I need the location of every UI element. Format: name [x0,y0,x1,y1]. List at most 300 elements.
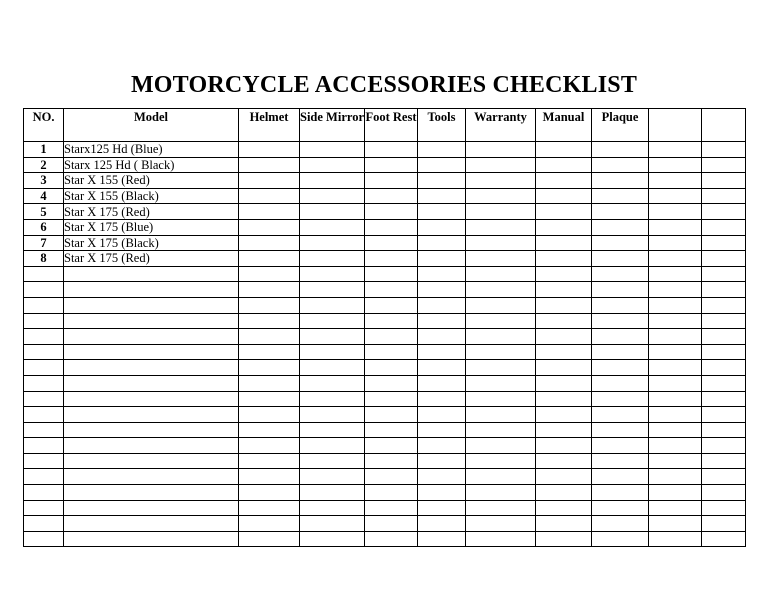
empty-cell [649,422,702,438]
empty-cell [64,297,239,313]
empty-cell [649,438,702,454]
empty-cell [300,344,365,360]
empty-cell [536,313,592,329]
check-cell [418,204,466,220]
empty-cell [536,360,592,376]
check-cell [466,204,536,220]
row-number: 1 [24,142,64,158]
check-cell [466,251,536,267]
check-cell [466,142,536,158]
check-cell [239,157,300,173]
empty-cell [64,422,239,438]
empty-cell [64,516,239,532]
model-cell: Star X 175 (Blue) [64,219,239,235]
empty-cell [536,469,592,485]
empty-cell [64,453,239,469]
empty-cell [300,485,365,501]
table-row [24,219,746,235]
empty-cell [239,329,300,345]
empty-cell [24,344,64,360]
empty-cell [466,344,536,360]
check-cell [300,157,365,173]
header-helmet: Helmet [239,109,300,142]
empty-cell [24,375,64,391]
empty-cell [702,485,746,501]
check-cell [418,157,466,173]
empty-cell [536,344,592,360]
empty-cell [702,453,746,469]
model-cell: Star X 155 (Black) [64,188,239,204]
check-cell [300,219,365,235]
empty-cell [649,531,702,547]
empty-cell [418,531,466,547]
empty-cell [418,407,466,423]
empty-cell [418,438,466,454]
table-body [24,142,746,547]
empty-cell [24,516,64,532]
empty-cell [649,516,702,532]
empty-cell [24,282,64,298]
empty-cell [365,282,418,298]
empty-cell [702,516,746,532]
empty-cell [702,282,746,298]
header-model: Model [64,109,239,142]
empty-cell [300,438,365,454]
empty-cell [418,282,466,298]
empty-cell [649,282,702,298]
empty-cell [300,469,365,485]
empty-cell [300,407,365,423]
check-cell [592,204,649,220]
empty-cell [365,375,418,391]
empty-row [24,375,746,391]
check-cell [466,235,536,251]
check-cell [649,235,702,251]
check-cell [418,251,466,267]
empty-cell [418,344,466,360]
empty-row [24,360,746,376]
check-cell [239,173,300,189]
empty-cell [649,266,702,282]
empty-cell [466,453,536,469]
empty-cell [466,407,536,423]
empty-row [24,438,746,454]
model-cell: Star X 175 (Red) [64,251,239,267]
empty-cell [592,469,649,485]
empty-cell [702,297,746,313]
empty-cell [64,469,239,485]
empty-cell [536,516,592,532]
empty-cell [702,407,746,423]
empty-cell [239,485,300,501]
empty-cell [466,485,536,501]
row-number: 5 [24,204,64,220]
empty-cell [592,422,649,438]
empty-cell [592,266,649,282]
check-cell [300,142,365,158]
empty-cell [536,375,592,391]
empty-cell [702,313,746,329]
empty-cell [300,375,365,391]
empty-cell [418,266,466,282]
empty-cell [418,500,466,516]
empty-cell [239,282,300,298]
empty-cell [592,407,649,423]
empty-cell [239,516,300,532]
check-cell [418,173,466,189]
row-number: 4 [24,188,64,204]
empty-cell [592,438,649,454]
table-row [24,157,746,173]
empty-cell [24,329,64,345]
empty-cell [64,266,239,282]
empty-cell [24,453,64,469]
empty-cell [300,266,365,282]
empty-cell [592,453,649,469]
empty-cell [536,329,592,345]
empty-cell [649,313,702,329]
check-cell [536,204,592,220]
check-cell [239,219,300,235]
empty-cell [702,531,746,547]
empty-cell [536,485,592,501]
empty-cell [536,500,592,516]
check-cell [702,173,746,189]
check-cell [239,251,300,267]
table-row [24,188,746,204]
empty-cell [592,485,649,501]
check-cell [649,204,702,220]
empty-cell [24,531,64,547]
empty-cell [365,453,418,469]
empty-cell [24,469,64,485]
check-cell [365,219,418,235]
check-cell [649,142,702,158]
empty-cell [592,375,649,391]
empty-cell [300,422,365,438]
empty-cell [239,297,300,313]
table-row [24,204,746,220]
empty-cell [64,531,239,547]
check-cell [536,157,592,173]
empty-cell [24,297,64,313]
header-blank [702,109,746,142]
empty-cell [300,453,365,469]
empty-row [24,282,746,298]
empty-cell [239,391,300,407]
check-cell [300,173,365,189]
check-cell [466,157,536,173]
empty-cell [365,469,418,485]
check-cell [702,188,746,204]
empty-cell [239,500,300,516]
empty-cell [365,344,418,360]
empty-cell [702,375,746,391]
empty-cell [24,500,64,516]
empty-cell [649,375,702,391]
check-cell [649,219,702,235]
check-cell [536,142,592,158]
empty-cell [418,391,466,407]
empty-cell [24,422,64,438]
model-cell: Star X 155 (Red) [64,173,239,189]
empty-cell [239,313,300,329]
empty-row [24,297,746,313]
empty-cell [239,407,300,423]
empty-cell [365,360,418,376]
empty-cell [64,313,239,329]
empty-cell [702,266,746,282]
empty-cell [418,375,466,391]
empty-cell [239,422,300,438]
check-cell [702,157,746,173]
empty-cell [466,391,536,407]
empty-cell [24,407,64,423]
empty-row [24,344,746,360]
empty-row [24,485,746,501]
row-number: 3 [24,173,64,189]
empty-cell [649,391,702,407]
header-warranty: Warranty [466,109,536,142]
empty-cell [24,313,64,329]
table-row [24,173,746,189]
check-cell [649,188,702,204]
check-cell [592,251,649,267]
empty-cell [365,391,418,407]
empty-cell [365,297,418,313]
empty-cell [365,422,418,438]
check-cell [702,142,746,158]
empty-cell [365,500,418,516]
empty-cell [536,266,592,282]
check-cell [649,251,702,267]
row-number: 8 [24,251,64,267]
empty-cell [64,360,239,376]
empty-cell [466,297,536,313]
empty-cell [702,422,746,438]
empty-cell [592,500,649,516]
check-cell [592,142,649,158]
empty-cell [64,344,239,360]
check-cell [239,235,300,251]
empty-cell [365,329,418,345]
check-cell [466,219,536,235]
empty-cell [536,438,592,454]
check-cell [536,188,592,204]
empty-cell [365,438,418,454]
empty-cell [466,500,536,516]
model-cell: Starx125 Hd (Blue) [64,142,239,158]
row-number: 6 [24,219,64,235]
check-cell [592,219,649,235]
empty-cell [24,266,64,282]
table-row [24,142,746,158]
empty-cell [64,407,239,423]
check-cell [592,173,649,189]
model-cell: Star X 175 (Black) [64,235,239,251]
check-cell [649,173,702,189]
empty-cell [64,485,239,501]
empty-cell [466,469,536,485]
check-cell [239,142,300,158]
empty-cell [300,329,365,345]
check-cell [649,157,702,173]
empty-cell [300,297,365,313]
check-cell [300,235,365,251]
header-tools: Tools [418,109,466,142]
check-cell [365,188,418,204]
empty-cell [239,360,300,376]
header-no: NO. [24,109,64,142]
empty-cell [365,516,418,532]
empty-cell [592,516,649,532]
empty-cell [536,391,592,407]
empty-cell [418,516,466,532]
empty-cell [365,313,418,329]
header-plaque: Plaque [592,109,649,142]
empty-cell [300,500,365,516]
empty-cell [536,297,592,313]
empty-cell [365,531,418,547]
check-cell [300,251,365,267]
empty-cell [466,282,536,298]
check-cell [536,219,592,235]
empty-cell [702,344,746,360]
empty-cell [592,531,649,547]
empty-cell [536,407,592,423]
empty-cell [466,438,536,454]
empty-cell [592,297,649,313]
check-cell [702,235,746,251]
empty-row [24,313,746,329]
empty-cell [592,313,649,329]
empty-cell [466,313,536,329]
empty-cell [466,329,536,345]
empty-cell [536,422,592,438]
empty-row [24,500,746,516]
empty-cell [300,313,365,329]
check-cell [702,219,746,235]
empty-cell [649,500,702,516]
empty-cell [24,360,64,376]
header-row [24,109,746,142]
empty-cell [536,531,592,547]
empty-cell [418,422,466,438]
table-row [24,235,746,251]
empty-cell [592,344,649,360]
check-cell [702,251,746,267]
empty-cell [649,344,702,360]
checklist-table [23,108,746,547]
empty-cell [418,469,466,485]
empty-cell [466,531,536,547]
empty-cell [418,297,466,313]
empty-cell [418,485,466,501]
table-row [24,251,746,267]
check-cell [300,188,365,204]
empty-cell [239,453,300,469]
check-cell [418,188,466,204]
check-cell [536,173,592,189]
empty-row [24,453,746,469]
empty-cell [649,453,702,469]
empty-cell [592,282,649,298]
header-side-mirror: Side Mirror [300,109,365,142]
empty-row [24,469,746,485]
empty-cell [300,516,365,532]
empty-cell [702,500,746,516]
empty-cell [365,485,418,501]
check-cell [365,157,418,173]
empty-cell [300,282,365,298]
check-cell [365,204,418,220]
header-foot-rest: Foot Rest [365,109,418,142]
check-cell [365,142,418,158]
check-cell [536,251,592,267]
empty-cell [239,375,300,391]
empty-cell [64,438,239,454]
header-blank [649,109,702,142]
empty-cell [300,531,365,547]
empty-cell [466,516,536,532]
empty-cell [536,282,592,298]
empty-cell [649,469,702,485]
empty-cell [702,360,746,376]
empty-cell [702,329,746,345]
model-cell: Starx 125 Hd ( Black) [64,157,239,173]
empty-cell [466,360,536,376]
empty-cell [466,266,536,282]
empty-cell [239,469,300,485]
empty-cell [702,438,746,454]
empty-cell [64,391,239,407]
empty-row [24,329,746,345]
empty-cell [592,391,649,407]
check-cell [365,251,418,267]
empty-cell [300,391,365,407]
row-number: 2 [24,157,64,173]
check-cell [418,142,466,158]
check-cell [300,204,365,220]
empty-row [24,407,746,423]
row-number: 7 [24,235,64,251]
empty-row [24,391,746,407]
empty-cell [649,360,702,376]
empty-cell [64,329,239,345]
empty-cell [239,266,300,282]
empty-cell [536,453,592,469]
empty-cell [24,485,64,501]
check-cell [365,173,418,189]
empty-row [24,266,746,282]
empty-cell [64,500,239,516]
empty-cell [592,360,649,376]
empty-cell [64,375,239,391]
check-cell [592,157,649,173]
empty-cell [649,297,702,313]
check-cell [702,204,746,220]
empty-cell [418,313,466,329]
check-cell [239,188,300,204]
empty-row [24,516,746,532]
empty-cell [649,329,702,345]
check-cell [466,188,536,204]
check-cell [239,204,300,220]
empty-cell [365,266,418,282]
model-cell: Star X 175 (Red) [64,204,239,220]
empty-row [24,531,746,547]
empty-cell [239,344,300,360]
